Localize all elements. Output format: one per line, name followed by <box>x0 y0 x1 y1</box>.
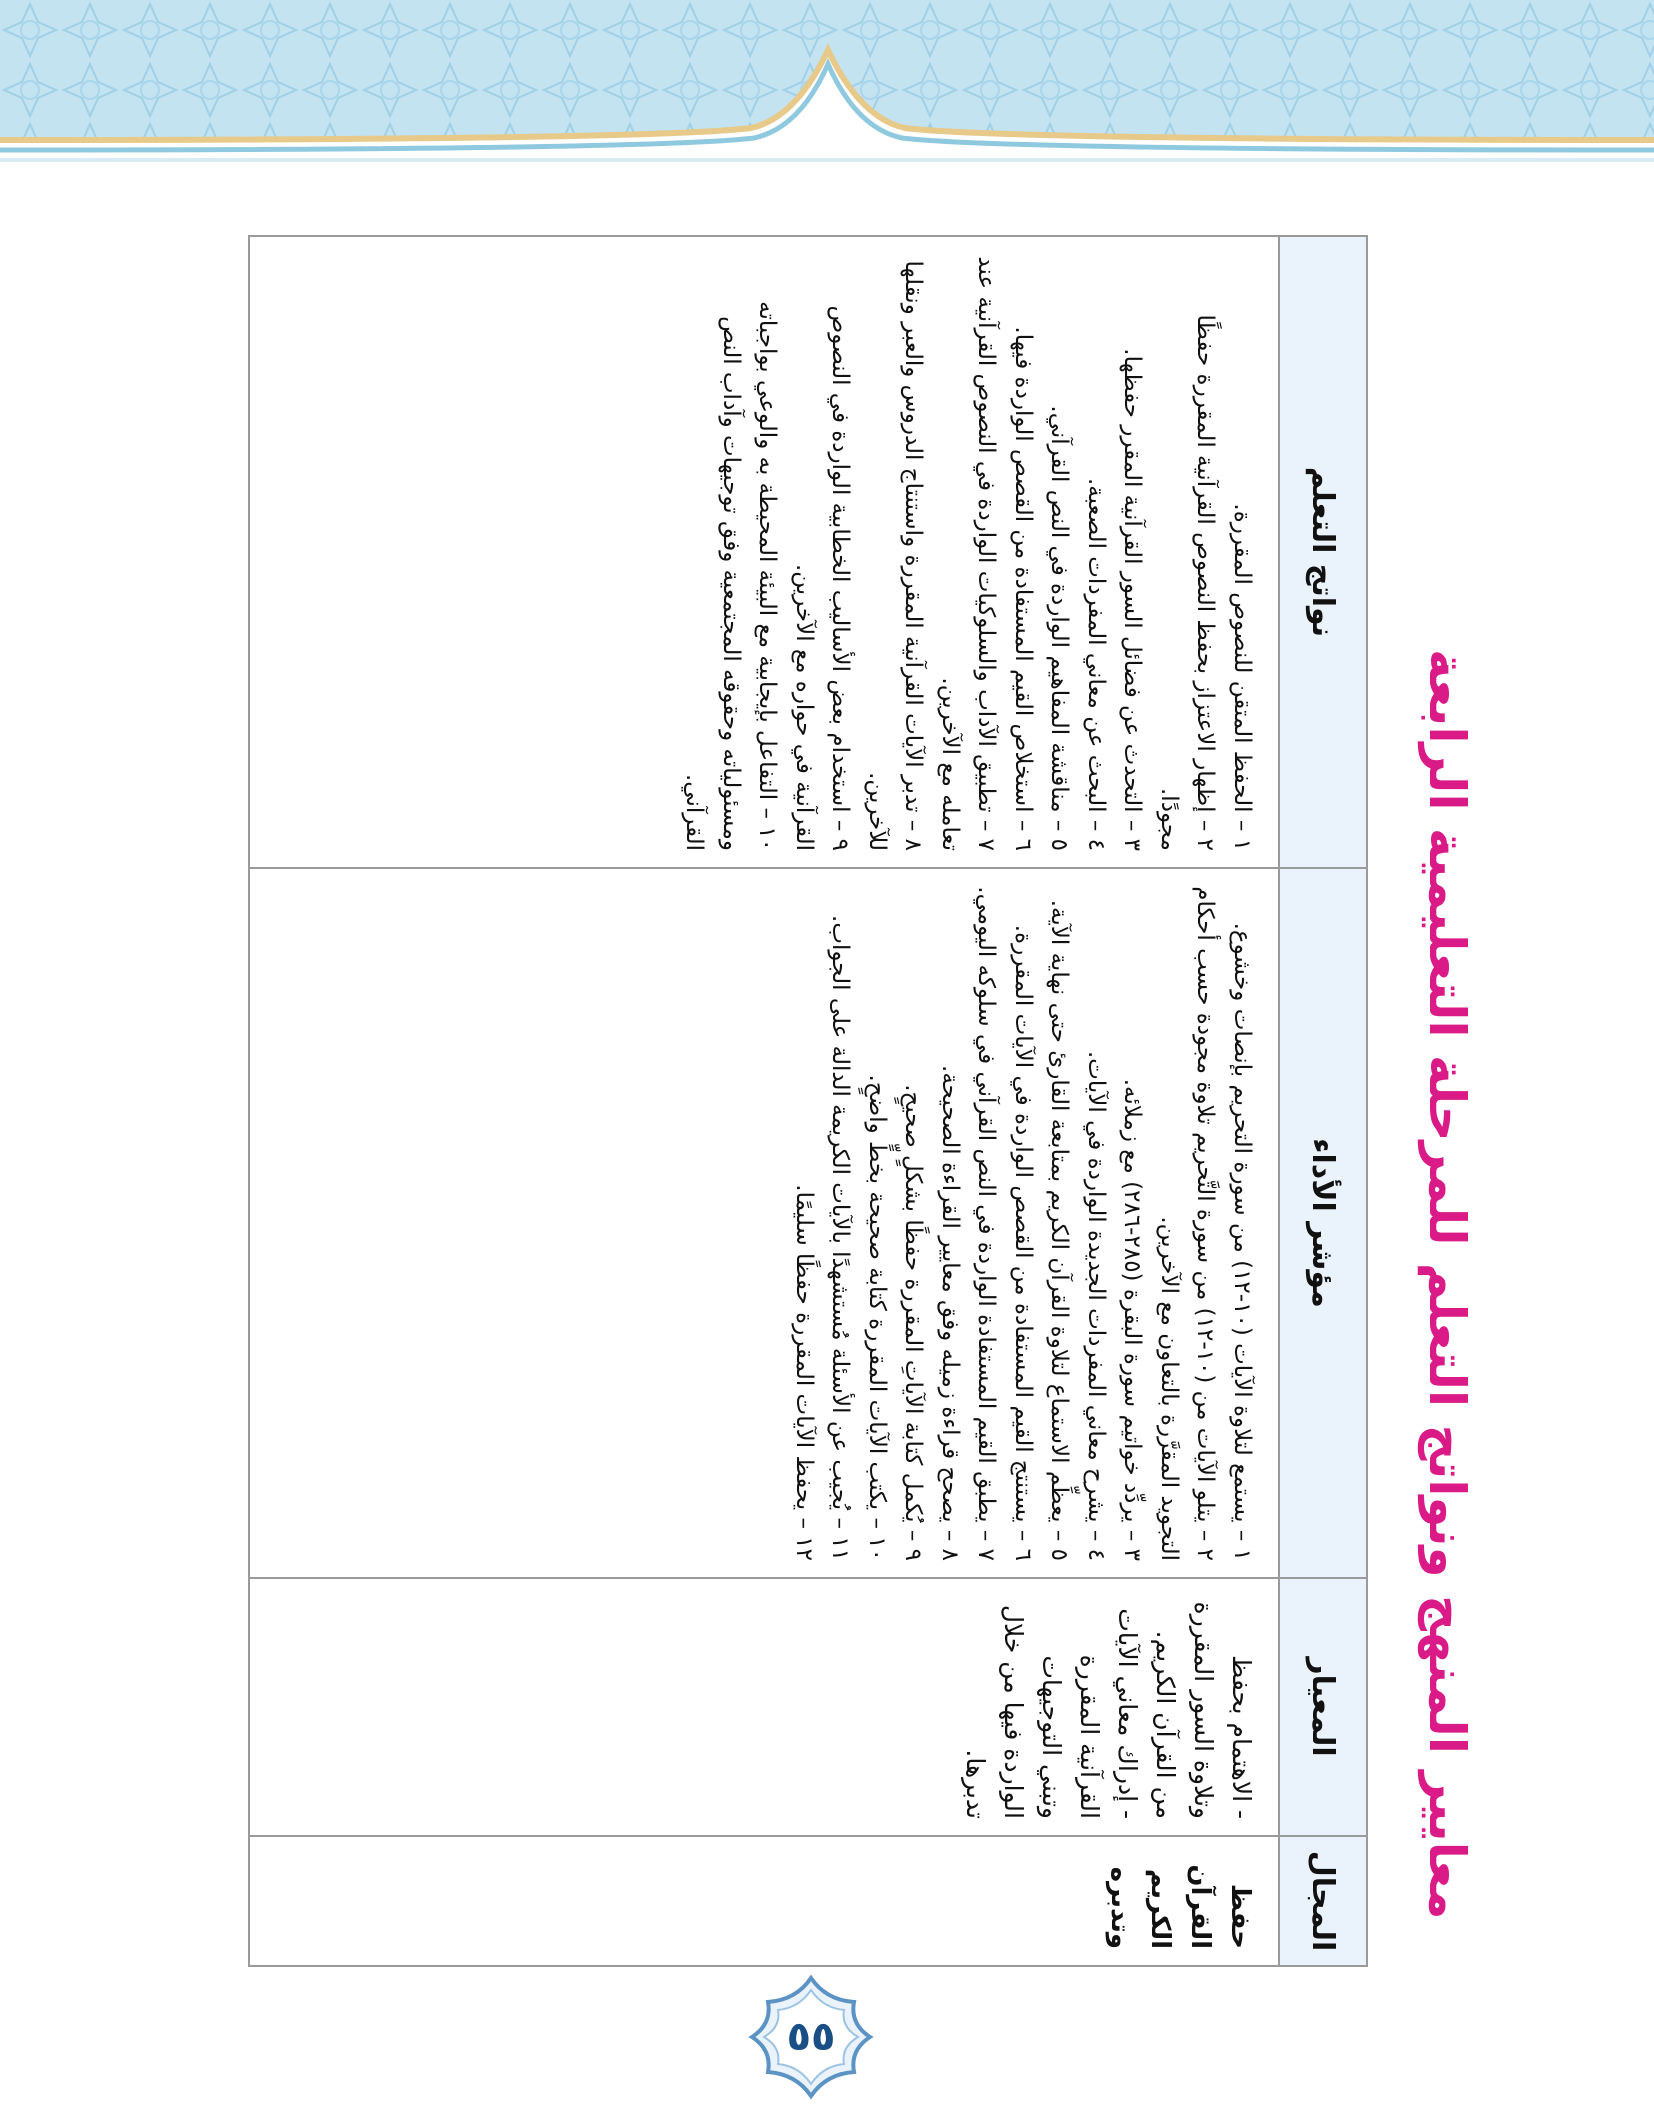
standards-table-container <box>248 235 1368 1965</box>
outcome-item: ٥ – مناقشة المفاهيم الواردة في النص القرآني. <box>1046 405 1073 851</box>
outcome-item: ٣ – التحدث عن فضائل السور القرآنية المقرر حفظها. <box>1119 348 1146 851</box>
table-row <box>249 236 1279 1966</box>
indicator-item: ١٢ – يحفظ الآيات المقررة حفظًا سليمًا. <box>791 1184 817 1561</box>
standard-cell <box>249 1578 1279 1836</box>
outcome-item: ٩ – استخدام بعض الأساليب الخطابية الواردة في النصوص القرآنية في حواره مع الآخرين. <box>791 305 854 851</box>
outcome-item: ٢ – إظهار الاعتزاز بحفظ النصوص القرآنية المقررة حفظًا مجودًا. <box>1156 314 1219 851</box>
outcome-item: ٨ – تدبر الآيات القرآنية المقررة واستنتاج الدروس والعبر ونقلها للآخرين. <box>864 260 927 851</box>
indicator-item: ٧ – يطبق القيم المستفادة الواردة في النص القرآني في سلوكه اليومي. <box>973 886 1000 1561</box>
standard-item: - إدراك معاني الآيات القرآنية المقررة وتبني التوجيهات الواردة فيها من خلال تدبرها. <box>961 1604 1142 1819</box>
outcomes-cell <box>249 236 1279 868</box>
header-indicators: مؤشر الأداء <box>1279 868 1367 1578</box>
indicator-item: ١١ – يُجيب عن الأسئلة مُستشهدًا بالآيات الكريمة الدالة على الجواب. <box>827 915 854 1561</box>
indicator-item: ٩ – يُكمل كتابة الآياتِ المقررة حفظًا بشكلٍ صحيحٍ. <box>900 1084 927 1561</box>
outcome-item: ٧ – تطبيق الآداب والسلوكيات الواردة في النصوص القرآنية عند تعامله مع الآخرين. <box>937 256 1000 851</box>
page-title: معايير المنهج ونواتج التعلم للمرحلة التعليمية الرابعة <box>1418 649 1476 1920</box>
indicator-item: ٤ – يشرح معاني المفردات الجديدة الواردة في الآيات. <box>1083 1050 1109 1561</box>
indicator-item: ٣ – يردِّد خواتيم سورة البقرة (٢٨٥-٢٨٦) مع زملائه. <box>1119 1078 1146 1561</box>
page-number: ٥٥ <box>786 2014 836 2060</box>
indicators-cell <box>249 868 1279 1578</box>
standards-table <box>248 235 1368 1967</box>
outcome-item: ٤ – البحث عن معاني المفردات الصعبة. <box>1083 477 1109 851</box>
indicator-item: ٢ – يتلو الآيات من (١٠-١٢) من سورة التَّحريم تلاوة مجودة حسب أحكام التجويد المقرَّرة بالتعاون مع الآخرين. <box>1156 886 1219 1561</box>
indicator-item: ٥ – يعظِّم الاستماع لتلاوة القرآن الكريم بمتابعة القارئ حتى نهاية الآية. <box>1046 899 1073 1561</box>
outcome-item: ١ – الحفظ المتقن للنصوص المقررة. <box>1229 503 1255 851</box>
indicator-item: ١٠ – يكتب الآيات المقررة كتابة صحيحة بخطٍّ واضحٍ. <box>864 1074 890 1561</box>
header-outcomes: نواتج التعلم <box>1279 236 1367 868</box>
indicator-item: ٦ – يستنتج القيم المستفادة من القصص الواردة في الآيات المقررة. <box>1010 924 1036 1561</box>
standard-item: - الاهتمام بحفظ وتلاوة السور المقررة من القرآن الكريم. <box>1151 1601 1256 1819</box>
indicator-item: ١ – يستمع لتلاوة الآيات (١٠-١٢) من سورة التحريم بإنصات وخشوع. <box>1229 922 1255 1561</box>
decorative-header-band <box>0 0 1654 195</box>
header-standard: المعيار <box>1279 1578 1367 1836</box>
indicator-item: ٨ – يصحح قراءة زميله وفق معايير القراءة الصحيحة. <box>937 1065 963 1561</box>
header-field: المجال <box>1279 1836 1367 1966</box>
field-cell: حفظ القرآن الكريم وتدبره <box>249 1836 1279 1966</box>
outcome-item: ٦ – استخلاص القيم المستفادة من القصص الواردة فيها. <box>1010 326 1036 851</box>
outcome-item: ١٠ – التفاعل بإيجابية مع البيئة المحيطة به والوعي بواجباته ومسئولياته وحقوقه المجتمعية وفق توجيهات وآداب النص القرآني. <box>681 301 781 851</box>
